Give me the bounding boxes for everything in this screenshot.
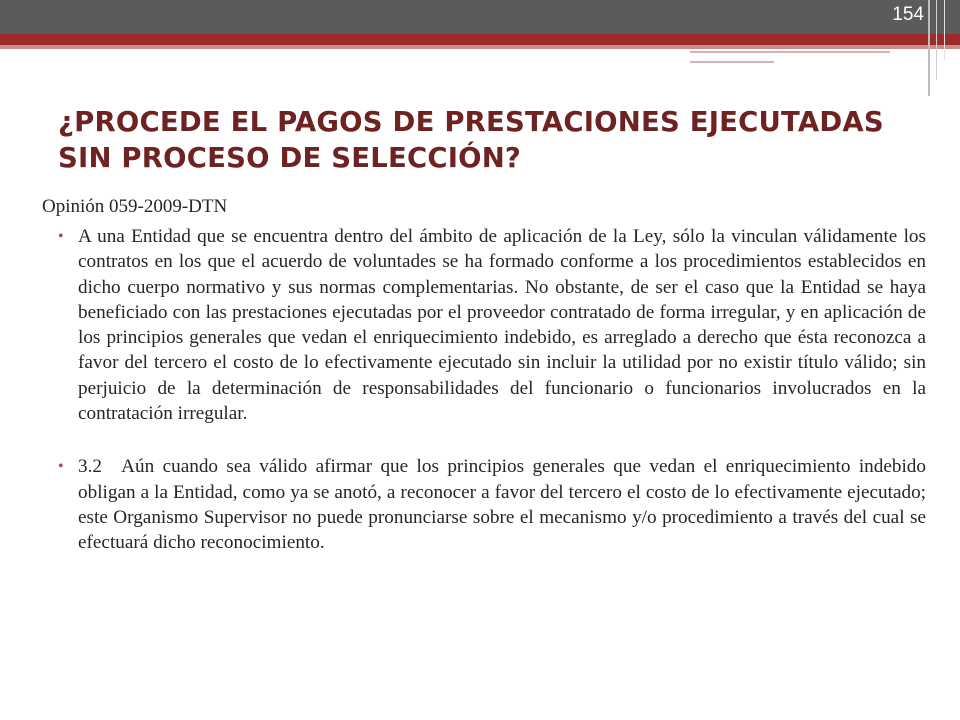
header-accent-stripe xyxy=(0,34,960,45)
bullet-item xyxy=(58,224,926,426)
slide-title: ¿PROCEDE EL PAGOS DE PRESTACIONES EJECUTADAS SIN PROCESO DE SELECCIÓN? xyxy=(58,106,884,174)
decorative-vertical-line xyxy=(944,0,945,60)
decorative-line xyxy=(690,51,890,53)
decorative-vertical-line xyxy=(928,0,930,96)
decorative-vertical-line xyxy=(936,0,937,80)
bullet-list xyxy=(58,224,926,556)
bullet-text: A una Entidad que se encuentra dentro del ámbito de aplicación de la Ley, sólo la vinculan válidamente los contratos en los que el acuerdo de voluntades se ha formado conforme a los procedimientos establecidos en dicho cuerpo normativo y sus normas complementarias. No obstante, de ser el caso que la Entidad se haya beneficiado con las prestaciones ejecutadas por el proveedor contratado de forma irregular, y en aplicación de los principios generales que vedan el enriquecimiento indebido, es arreglado a derecho que ésta reconozca a favor del tercero el costo de lo efectivamente ejecutado sin incluir la utilidad por no existir título válido; sin perjuicio de la determinación de responsabilidades del funcionario o funcionarios involucrados en la contratación irregular. xyxy=(78,226,926,425)
header-bar xyxy=(0,0,960,34)
decorative-line xyxy=(690,61,774,63)
opinion-reference: Opinión 059-2009-DTN xyxy=(42,196,228,217)
bullet-marker: • xyxy=(58,458,64,476)
header-accent-stripe-light xyxy=(0,45,960,49)
slide-number: 154 xyxy=(892,4,924,25)
bullet-marker: • xyxy=(58,228,64,245)
bullet-text: 3.2 Aún cuando sea válido afirmar que los principios generales que vedan el enriquecimiento indebido obligan a la Entidad, como ya se anotó, a reconocer a favor del tercero el costo de lo efectivamente ejecutado; este Organismo Supervisor no puede pronunciarse sobre el mecanismo y/o procedimiento a través del cual se efectuará dicho reconocimiento. xyxy=(78,456,926,554)
bullet-item xyxy=(58,454,926,555)
